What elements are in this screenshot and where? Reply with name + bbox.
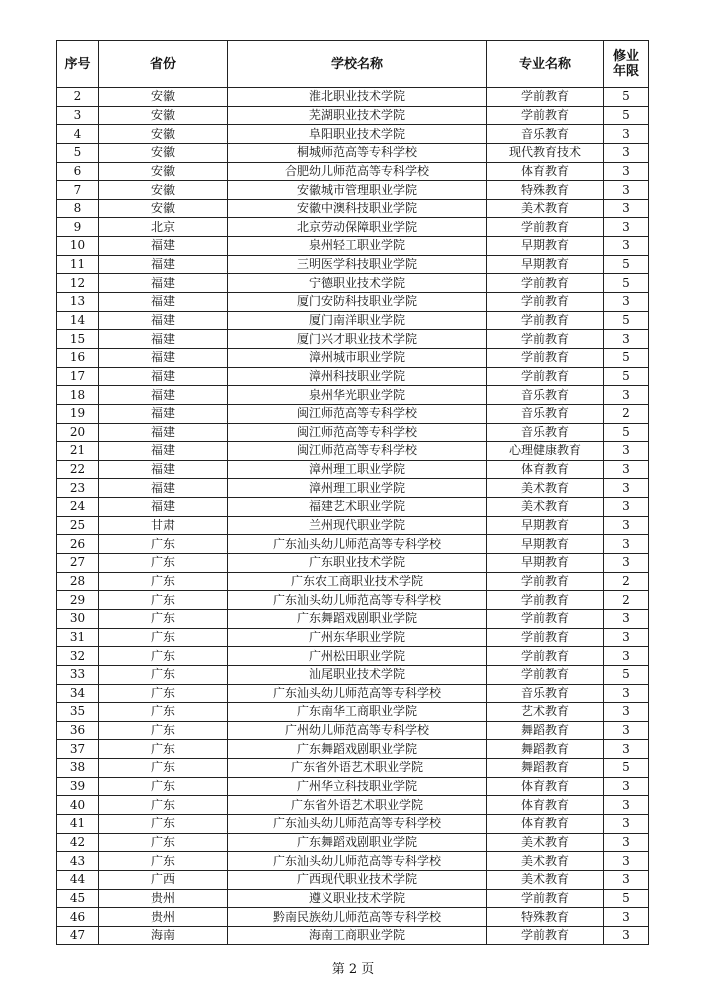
cell-province: 广东 [99, 609, 228, 628]
table-row [57, 684, 649, 703]
table-row [57, 628, 649, 647]
cell-seq: 24 [57, 498, 99, 517]
table-row [57, 665, 649, 684]
cell-province: 广东 [99, 796, 228, 815]
cell-seq: 33 [57, 665, 99, 684]
cell-school: 广东汕头幼儿师范高等专科学校 [228, 814, 487, 833]
cell-major: 美术教育 [487, 498, 604, 517]
cell-years: 3 [604, 870, 649, 889]
cell-seq: 26 [57, 535, 99, 554]
cell-major: 心理健康教育 [487, 442, 604, 461]
cell-seq: 7 [57, 181, 99, 200]
cell-years: 3 [604, 498, 649, 517]
cell-years: 3 [604, 516, 649, 535]
table-row [57, 703, 649, 722]
cell-school: 漳州理工职业学院 [228, 460, 487, 479]
cell-school: 广州幼儿师范高等专科学校 [228, 721, 487, 740]
cell-major: 体育教育 [487, 777, 604, 796]
cell-major: 学前教育 [487, 926, 604, 945]
cell-school: 海南工商职业学院 [228, 926, 487, 945]
cell-major: 音乐教育 [487, 684, 604, 703]
cell-major: 早期教育 [487, 535, 604, 554]
cell-school: 广州东华职业学院 [228, 628, 487, 647]
table-row [57, 125, 649, 144]
cell-major: 美术教育 [487, 833, 604, 852]
cell-province: 安徽 [99, 143, 228, 162]
cell-major: 早期教育 [487, 516, 604, 535]
page-number: 第 2 页 [331, 962, 375, 977]
cell-seq: 2 [57, 88, 99, 107]
cell-school: 安徽城市管理职业学院 [228, 181, 487, 200]
header-years-line2: 年限 [612, 64, 639, 79]
cell-school: 淮北职业技术学院 [228, 88, 487, 107]
cell-province: 福建 [99, 498, 228, 517]
cell-school: 厦门安防科技职业学院 [228, 293, 487, 312]
cell-years: 5 [604, 311, 649, 330]
cell-school: 三明医学科技职业学院 [228, 255, 487, 274]
cell-school: 闽江师范高等专科学校 [228, 423, 487, 442]
cell-seq: 16 [57, 348, 99, 367]
header-province: 省份 [99, 41, 228, 88]
table-row [57, 833, 649, 852]
cell-major: 美术教育 [487, 870, 604, 889]
cell-province: 福建 [99, 423, 228, 442]
cell-years: 2 [604, 404, 649, 423]
cell-school: 厦门兴才职业技术学院 [228, 330, 487, 349]
cell-province: 贵州 [99, 908, 228, 927]
cell-years: 3 [604, 386, 649, 405]
cell-years: 3 [604, 199, 649, 218]
cell-school: 广东汕头幼儿师范高等专科学校 [228, 852, 487, 871]
cell-years: 3 [604, 721, 649, 740]
cell-seq: 27 [57, 554, 99, 573]
cell-years: 3 [604, 442, 649, 461]
table-row [57, 814, 649, 833]
table-row [57, 88, 649, 107]
cell-major: 美术教育 [487, 852, 604, 871]
cell-seq: 35 [57, 703, 99, 722]
cell-school: 闽江师范高等专科学校 [228, 404, 487, 423]
cell-major: 学前教育 [487, 647, 604, 666]
cell-province: 安徽 [99, 162, 228, 181]
cell-seq: 30 [57, 609, 99, 628]
cell-major: 学前教育 [487, 293, 604, 312]
cell-school: 阜阳职业技术学院 [228, 125, 487, 144]
cell-province: 广东 [99, 572, 228, 591]
cell-school: 安徽中澳科技职业学院 [228, 199, 487, 218]
cell-major: 早期教育 [487, 237, 604, 256]
cell-province: 福建 [99, 479, 228, 498]
table-row [57, 386, 649, 405]
cell-province: 福建 [99, 237, 228, 256]
cell-major: 体育教育 [487, 796, 604, 815]
table-row [57, 460, 649, 479]
cell-seq: 23 [57, 479, 99, 498]
table-row [57, 367, 649, 386]
header-major: 专业名称 [487, 41, 604, 88]
table-row [57, 609, 649, 628]
cell-years: 3 [604, 926, 649, 945]
table-row [57, 199, 649, 218]
cell-years: 5 [604, 88, 649, 107]
table-header-row [57, 41, 649, 88]
cell-seq: 21 [57, 442, 99, 461]
cell-province: 福建 [99, 255, 228, 274]
cell-seq: 31 [57, 628, 99, 647]
table-row [57, 777, 649, 796]
header-school: 学校名称 [228, 41, 487, 88]
table-row [57, 721, 649, 740]
cell-years: 3 [604, 777, 649, 796]
cell-province: 福建 [99, 386, 228, 405]
cell-seq: 19 [57, 404, 99, 423]
cell-province: 广东 [99, 852, 228, 871]
cell-major: 学前教育 [487, 609, 604, 628]
cell-major: 学前教育 [487, 591, 604, 610]
cell-major: 学前教育 [487, 665, 604, 684]
cell-major: 体育教育 [487, 460, 604, 479]
cell-seq: 15 [57, 330, 99, 349]
table-row [57, 759, 649, 778]
cell-school: 广州华立科技职业学院 [228, 777, 487, 796]
table-row [57, 106, 649, 125]
cell-seq: 11 [57, 255, 99, 274]
table-row [57, 908, 649, 927]
table-row [57, 162, 649, 181]
cell-school: 宁德职业技术学院 [228, 274, 487, 293]
cell-seq: 46 [57, 908, 99, 927]
cell-years: 5 [604, 665, 649, 684]
cell-years: 5 [604, 759, 649, 778]
cell-years: 3 [604, 908, 649, 927]
cell-province: 安徽 [99, 88, 228, 107]
cell-seq: 13 [57, 293, 99, 312]
cell-years: 3 [604, 535, 649, 554]
table-row [57, 330, 649, 349]
cell-seq: 41 [57, 814, 99, 833]
cell-province: 福建 [99, 404, 228, 423]
cell-seq: 10 [57, 237, 99, 256]
table-row [57, 442, 649, 461]
cell-years: 3 [604, 852, 649, 871]
cell-school: 广东南华工商职业学院 [228, 703, 487, 722]
cell-major: 学前教育 [487, 572, 604, 591]
cell-major: 学前教育 [487, 311, 604, 330]
table-row [57, 348, 649, 367]
table-row [57, 311, 649, 330]
cell-school: 广西现代职业技术学院 [228, 870, 487, 889]
cell-province: 广东 [99, 777, 228, 796]
cell-years: 3 [604, 796, 649, 815]
header-years-line1: 修业 [612, 49, 639, 64]
table-row [57, 237, 649, 256]
cell-province: 广东 [99, 759, 228, 778]
cell-major: 特殊教育 [487, 181, 604, 200]
cell-years: 3 [604, 479, 649, 498]
cell-school: 福建艺术职业学院 [228, 498, 487, 517]
cell-years: 5 [604, 367, 649, 386]
cell-province: 北京 [99, 218, 228, 237]
cell-school: 广东舞蹈戏剧职业学院 [228, 609, 487, 628]
cell-province: 广东 [99, 535, 228, 554]
cell-major: 舞蹈教育 [487, 759, 604, 778]
cell-province: 福建 [99, 274, 228, 293]
cell-province: 广东 [99, 684, 228, 703]
cell-school: 广东省外语艺术职业学院 [228, 796, 487, 815]
table-row [57, 143, 649, 162]
cell-school: 漳州理工职业学院 [228, 479, 487, 498]
cell-province: 广东 [99, 833, 228, 852]
cell-seq: 38 [57, 759, 99, 778]
cell-years: 3 [604, 647, 649, 666]
cell-years: 2 [604, 572, 649, 591]
cell-major: 学前教育 [487, 106, 604, 125]
cell-school: 合肥幼儿师范高等专科学校 [228, 162, 487, 181]
cell-years: 5 [604, 255, 649, 274]
cell-province: 广东 [99, 647, 228, 666]
cell-seq: 47 [57, 926, 99, 945]
cell-years: 3 [604, 833, 649, 852]
cell-major: 音乐教育 [487, 423, 604, 442]
table-row [57, 423, 649, 442]
cell-major: 学前教育 [487, 330, 604, 349]
table-row [57, 591, 649, 610]
cell-seq: 40 [57, 796, 99, 815]
cell-seq: 22 [57, 460, 99, 479]
cell-school: 广东舞蹈戏剧职业学院 [228, 833, 487, 852]
cell-seq: 14 [57, 311, 99, 330]
cell-years: 5 [604, 889, 649, 908]
cell-province: 广西 [99, 870, 228, 889]
cell-school: 广州松田职业学院 [228, 647, 487, 666]
cell-province: 广东 [99, 554, 228, 573]
cell-province: 福建 [99, 293, 228, 312]
cell-major: 早期教育 [487, 554, 604, 573]
table-row [57, 535, 649, 554]
cell-major: 舞蹈教育 [487, 740, 604, 759]
table-row [57, 647, 649, 666]
cell-seq: 18 [57, 386, 99, 405]
cell-province: 福建 [99, 330, 228, 349]
table-body [57, 88, 649, 945]
table-row [57, 926, 649, 945]
table-row [57, 796, 649, 815]
cell-seq: 25 [57, 516, 99, 535]
cell-school: 广东汕头幼儿师范高等专科学校 [228, 684, 487, 703]
table-row [57, 554, 649, 573]
cell-years: 3 [604, 814, 649, 833]
cell-years: 3 [604, 703, 649, 722]
cell-province: 广东 [99, 703, 228, 722]
cell-seq: 32 [57, 647, 99, 666]
cell-years: 3 [604, 554, 649, 573]
cell-school: 芜湖职业技术学院 [228, 106, 487, 125]
cell-major: 音乐教育 [487, 404, 604, 423]
cell-province: 广东 [99, 628, 228, 647]
cell-seq: 45 [57, 889, 99, 908]
cell-major: 学前教育 [487, 889, 604, 908]
cell-years: 5 [604, 348, 649, 367]
cell-years: 5 [604, 274, 649, 293]
cell-major: 学前教育 [487, 628, 604, 647]
cell-province: 广东 [99, 740, 228, 759]
cell-seq: 17 [57, 367, 99, 386]
cell-school: 广东汕头幼儿师范高等专科学校 [228, 591, 487, 610]
cell-school: 广东农工商职业技术学院 [228, 572, 487, 591]
table-row [57, 889, 649, 908]
cell-seq: 29 [57, 591, 99, 610]
cell-province: 广东 [99, 665, 228, 684]
cell-seq: 20 [57, 423, 99, 442]
cell-seq: 43 [57, 852, 99, 871]
cell-province: 广东 [99, 814, 228, 833]
cell-major: 美术教育 [487, 199, 604, 218]
table-row [57, 274, 649, 293]
cell-school: 漳州科技职业学院 [228, 367, 487, 386]
cell-years: 2 [604, 591, 649, 610]
cell-school: 泉州华光职业学院 [228, 386, 487, 405]
cell-seq: 4 [57, 125, 99, 144]
cell-province: 广东 [99, 591, 228, 610]
cell-school: 厦门南洋职业学院 [228, 311, 487, 330]
cell-province: 安徽 [99, 125, 228, 144]
table-row [57, 218, 649, 237]
table-row [57, 255, 649, 274]
table-row [57, 740, 649, 759]
cell-years: 3 [604, 237, 649, 256]
cell-years: 3 [604, 162, 649, 181]
cell-major: 体育教育 [487, 814, 604, 833]
cell-province: 福建 [99, 442, 228, 461]
cell-years: 3 [604, 218, 649, 237]
cell-major: 学前教育 [487, 218, 604, 237]
cell-seq: 9 [57, 218, 99, 237]
cell-years: 3 [604, 609, 649, 628]
cell-major: 特殊教育 [487, 908, 604, 927]
table-row [57, 181, 649, 200]
header-seq: 序号 [57, 41, 99, 88]
cell-seq: 39 [57, 777, 99, 796]
cell-seq: 42 [57, 833, 99, 852]
table-row [57, 479, 649, 498]
cell-school: 遵义职业技术学院 [228, 889, 487, 908]
cell-years: 3 [604, 460, 649, 479]
cell-years: 3 [604, 181, 649, 200]
cell-province: 安徽 [99, 106, 228, 125]
cell-years: 3 [604, 330, 649, 349]
cell-province: 海南 [99, 926, 228, 945]
cell-major: 舞蹈教育 [487, 721, 604, 740]
cell-province: 广东 [99, 721, 228, 740]
cell-province: 福建 [99, 460, 228, 479]
cell-years: 3 [604, 125, 649, 144]
cell-seq: 34 [57, 684, 99, 703]
cell-years: 5 [604, 106, 649, 125]
cell-seq: 5 [57, 143, 99, 162]
cell-major: 音乐教育 [487, 125, 604, 144]
table-row [57, 516, 649, 535]
cell-province: 福建 [99, 311, 228, 330]
cell-major: 学前教育 [487, 367, 604, 386]
cell-province: 福建 [99, 367, 228, 386]
cell-years: 5 [604, 423, 649, 442]
cell-province: 安徽 [99, 199, 228, 218]
cell-school: 北京劳动保障职业学院 [228, 218, 487, 237]
cell-major: 学前教育 [487, 88, 604, 107]
cell-seq: 36 [57, 721, 99, 740]
cell-school: 汕尾职业技术学院 [228, 665, 487, 684]
cell-school: 漳州城市职业学院 [228, 348, 487, 367]
cell-school: 兰州现代职业学院 [228, 516, 487, 535]
cell-school: 广东职业技术学院 [228, 554, 487, 573]
header-years [604, 41, 649, 88]
cell-years: 3 [604, 740, 649, 759]
cell-seq: 37 [57, 740, 99, 759]
cell-school: 黔南民族幼儿师范高等专科学校 [228, 908, 487, 927]
cell-school: 桐城师范高等专科学校 [228, 143, 487, 162]
cell-seq: 3 [57, 106, 99, 125]
cell-major: 美术教育 [487, 479, 604, 498]
cell-school: 广东舞蹈戏剧职业学院 [228, 740, 487, 759]
cell-major: 学前教育 [487, 274, 604, 293]
cell-major: 音乐教育 [487, 386, 604, 405]
cell-major: 体育教育 [487, 162, 604, 181]
cell-years: 3 [604, 293, 649, 312]
cell-province: 贵州 [99, 889, 228, 908]
table-row [57, 572, 649, 591]
cell-seq: 28 [57, 572, 99, 591]
cell-school: 泉州轻工职业学院 [228, 237, 487, 256]
cell-seq: 8 [57, 199, 99, 218]
cell-seq: 44 [57, 870, 99, 889]
cell-school: 广东汕头幼儿师范高等专科学校 [228, 535, 487, 554]
cell-seq: 12 [57, 274, 99, 293]
cell-major: 艺术教育 [487, 703, 604, 722]
cell-years: 3 [604, 628, 649, 647]
table-row [57, 852, 649, 871]
table-row [57, 870, 649, 889]
cell-years: 3 [604, 684, 649, 703]
cell-province: 福建 [99, 348, 228, 367]
cell-seq: 6 [57, 162, 99, 181]
cell-school: 闽江师范高等专科学校 [228, 442, 487, 461]
table-row [57, 293, 649, 312]
cell-major: 早期教育 [487, 255, 604, 274]
table-row [57, 498, 649, 517]
cell-school: 广东省外语艺术职业学院 [228, 759, 487, 778]
table-row [57, 404, 649, 423]
cell-major: 学前教育 [487, 348, 604, 367]
enrollment-table [56, 40, 649, 945]
cell-province: 甘肃 [99, 516, 228, 535]
cell-years: 3 [604, 143, 649, 162]
cell-province: 安徽 [99, 181, 228, 200]
cell-major: 现代教育技术 [487, 143, 604, 162]
